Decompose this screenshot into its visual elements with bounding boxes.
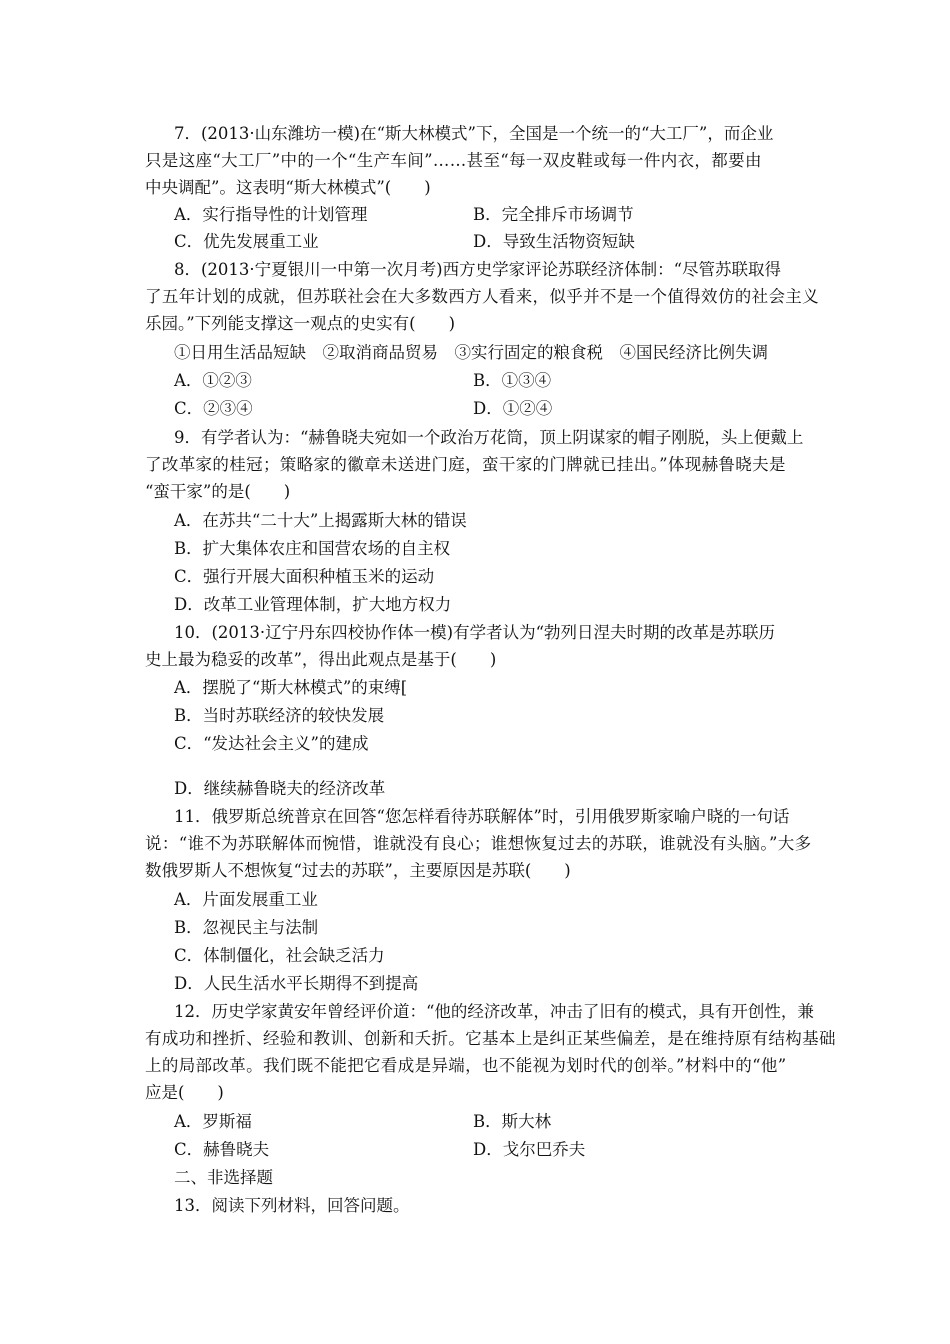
q11-stem-line-1: 11．俄罗斯总统普京在回答“您怎样看待苏联解体”时，引用俄罗斯家喻户晓的一句话 [174,807,790,826]
q8-option-b: B．①③④ [473,371,552,390]
q12-stem-line-4: 应是( ) [145,1083,224,1102]
q9-option-d: D．改革工业管理体制，扩大地方权力 [174,595,452,614]
q7-stem-line-1: 7．(2013·山东潍坊一模)在“斯大林模式”下，全国是一个统一的“大工厂”，而企业 [174,124,774,143]
section-heading-non-choice: 二、非选择题 [174,1168,273,1187]
q8-stem-line-1: 8．(2013·宁夏银川一中第一次月考)西方史学家评论苏联经济体制：“尽管苏联取得 [174,260,782,279]
q13-stem-line-1: 13．阅读下列材料，回答问题。 [174,1196,410,1215]
q9-option-c: C．强行开展大面积种植玉米的运动 [174,567,435,586]
q8-stem-line-2: 了五年计划的成就，但苏联社会在大多数西方人看来，似乎并不是一个值得效仿的社会主义 [145,287,819,306]
q10-option-c: C．“发达社会主义”的建成 [174,734,369,753]
q9-option-a: A．在苏共“二十大”上揭露斯大林的错误 [174,511,467,530]
q12-option-a: A．罗斯福 [174,1112,252,1131]
q10-option-b: B．当时苏联经济的较快发展 [174,706,385,725]
q7-option-b: B．完全排斥市场调节 [473,205,634,224]
q7-stem-line-3: 中央调配”。这表明“斯大林模式”( ) [145,178,431,197]
q11-stem-line-2: 说：“谁不为苏联解体而惋惜，谁就没有良心；谁想恢复过去的苏联，谁就没有头脑。”大多 [145,834,812,853]
q10-option-d: D．继续赫鲁晓夫的经济改革 [174,779,386,798]
q9-stem-line-3: “蛮干家”的是( ) [145,482,291,501]
q8-stem-line-3: 乐园。”下列能支撑这一观点的史实有( ) [145,314,456,333]
q7-option-d: D．导致生活物资短缺 [473,232,635,251]
q8-option-a: A．①②③ [174,371,252,390]
q12-stem-line-2: 有成功和挫折、经验和教训、创新和夭折。它基本上是纠正某些偏差，是在维持原有结构基础 [145,1029,836,1048]
q11-option-b: B．忽视民主与法制 [174,918,319,937]
q7-option-c: C．优先发展重工业 [174,232,319,251]
q7-option-a: A．实行指导性的计划管理 [174,205,368,224]
q10-stem-line-1: 10．(2013·辽宁丹东四校协作体一模)有学者认为“勃列日涅夫时期的改革是苏联历 [174,623,776,642]
q9-stem-line-1: 9．有学者认为：“赫鲁晓夫宛如一个政治万花筒，顶上阴谋家的帽子刚脱，头上便戴上 [174,428,804,447]
q12-option-d: D．戈尔巴乔夫 [473,1140,586,1159]
q11-option-a: A．片面发展重工业 [174,890,318,909]
q11-option-c: C．体制僵化，社会缺乏活力 [174,946,385,965]
q10-option-a: A．摆脱了“斯大林模式”的束缚[ [174,678,408,697]
q8-option-c: C．②③④ [174,399,253,418]
q12-stem-line-3: 上的局部改革。我们既不能把它看成是异端，也不能视为划时代的创举。”材料中的“他” [145,1056,787,1075]
q9-stem-line-2: 了改革家的桂冠；策略家的徽章未送进门庭，蛮干家的门牌就已挂出。”体现赫鲁晓夫是 [145,455,786,474]
q12-option-c: C．赫鲁晓夫 [174,1140,270,1159]
q8-items: ①日用生活品短缺 ②取消商品贸易 ③实行固定的粮食税 ④国民经济比例失调 [174,343,768,362]
q7-stem-line-2: 只是这座“大工厂”中的一个“生产车间”……甚至“每一双皮鞋或每一件内衣，都要由 [145,151,762,170]
q9-option-b: B．扩大集体农庄和国营农场的自主权 [174,539,451,558]
q10-stem-line-2: 史上最为稳妥的改革”，得出此观点是基于( ) [145,650,497,669]
q8-option-d: D．①②④ [473,399,553,418]
q12-stem-line-1: 12．历史学家黄安年曾经评价道：“他的经济改革，冲击了旧有的模式，具有开创性，兼 [174,1002,814,1021]
q11-option-d: D．人民生活水平长期得不到提高 [174,974,419,993]
q12-option-b: B．斯大林 [473,1112,552,1131]
q11-stem-line-3: 数俄罗斯人不想恢复“过去的苏联”，主要原因是苏联( ) [145,861,571,880]
